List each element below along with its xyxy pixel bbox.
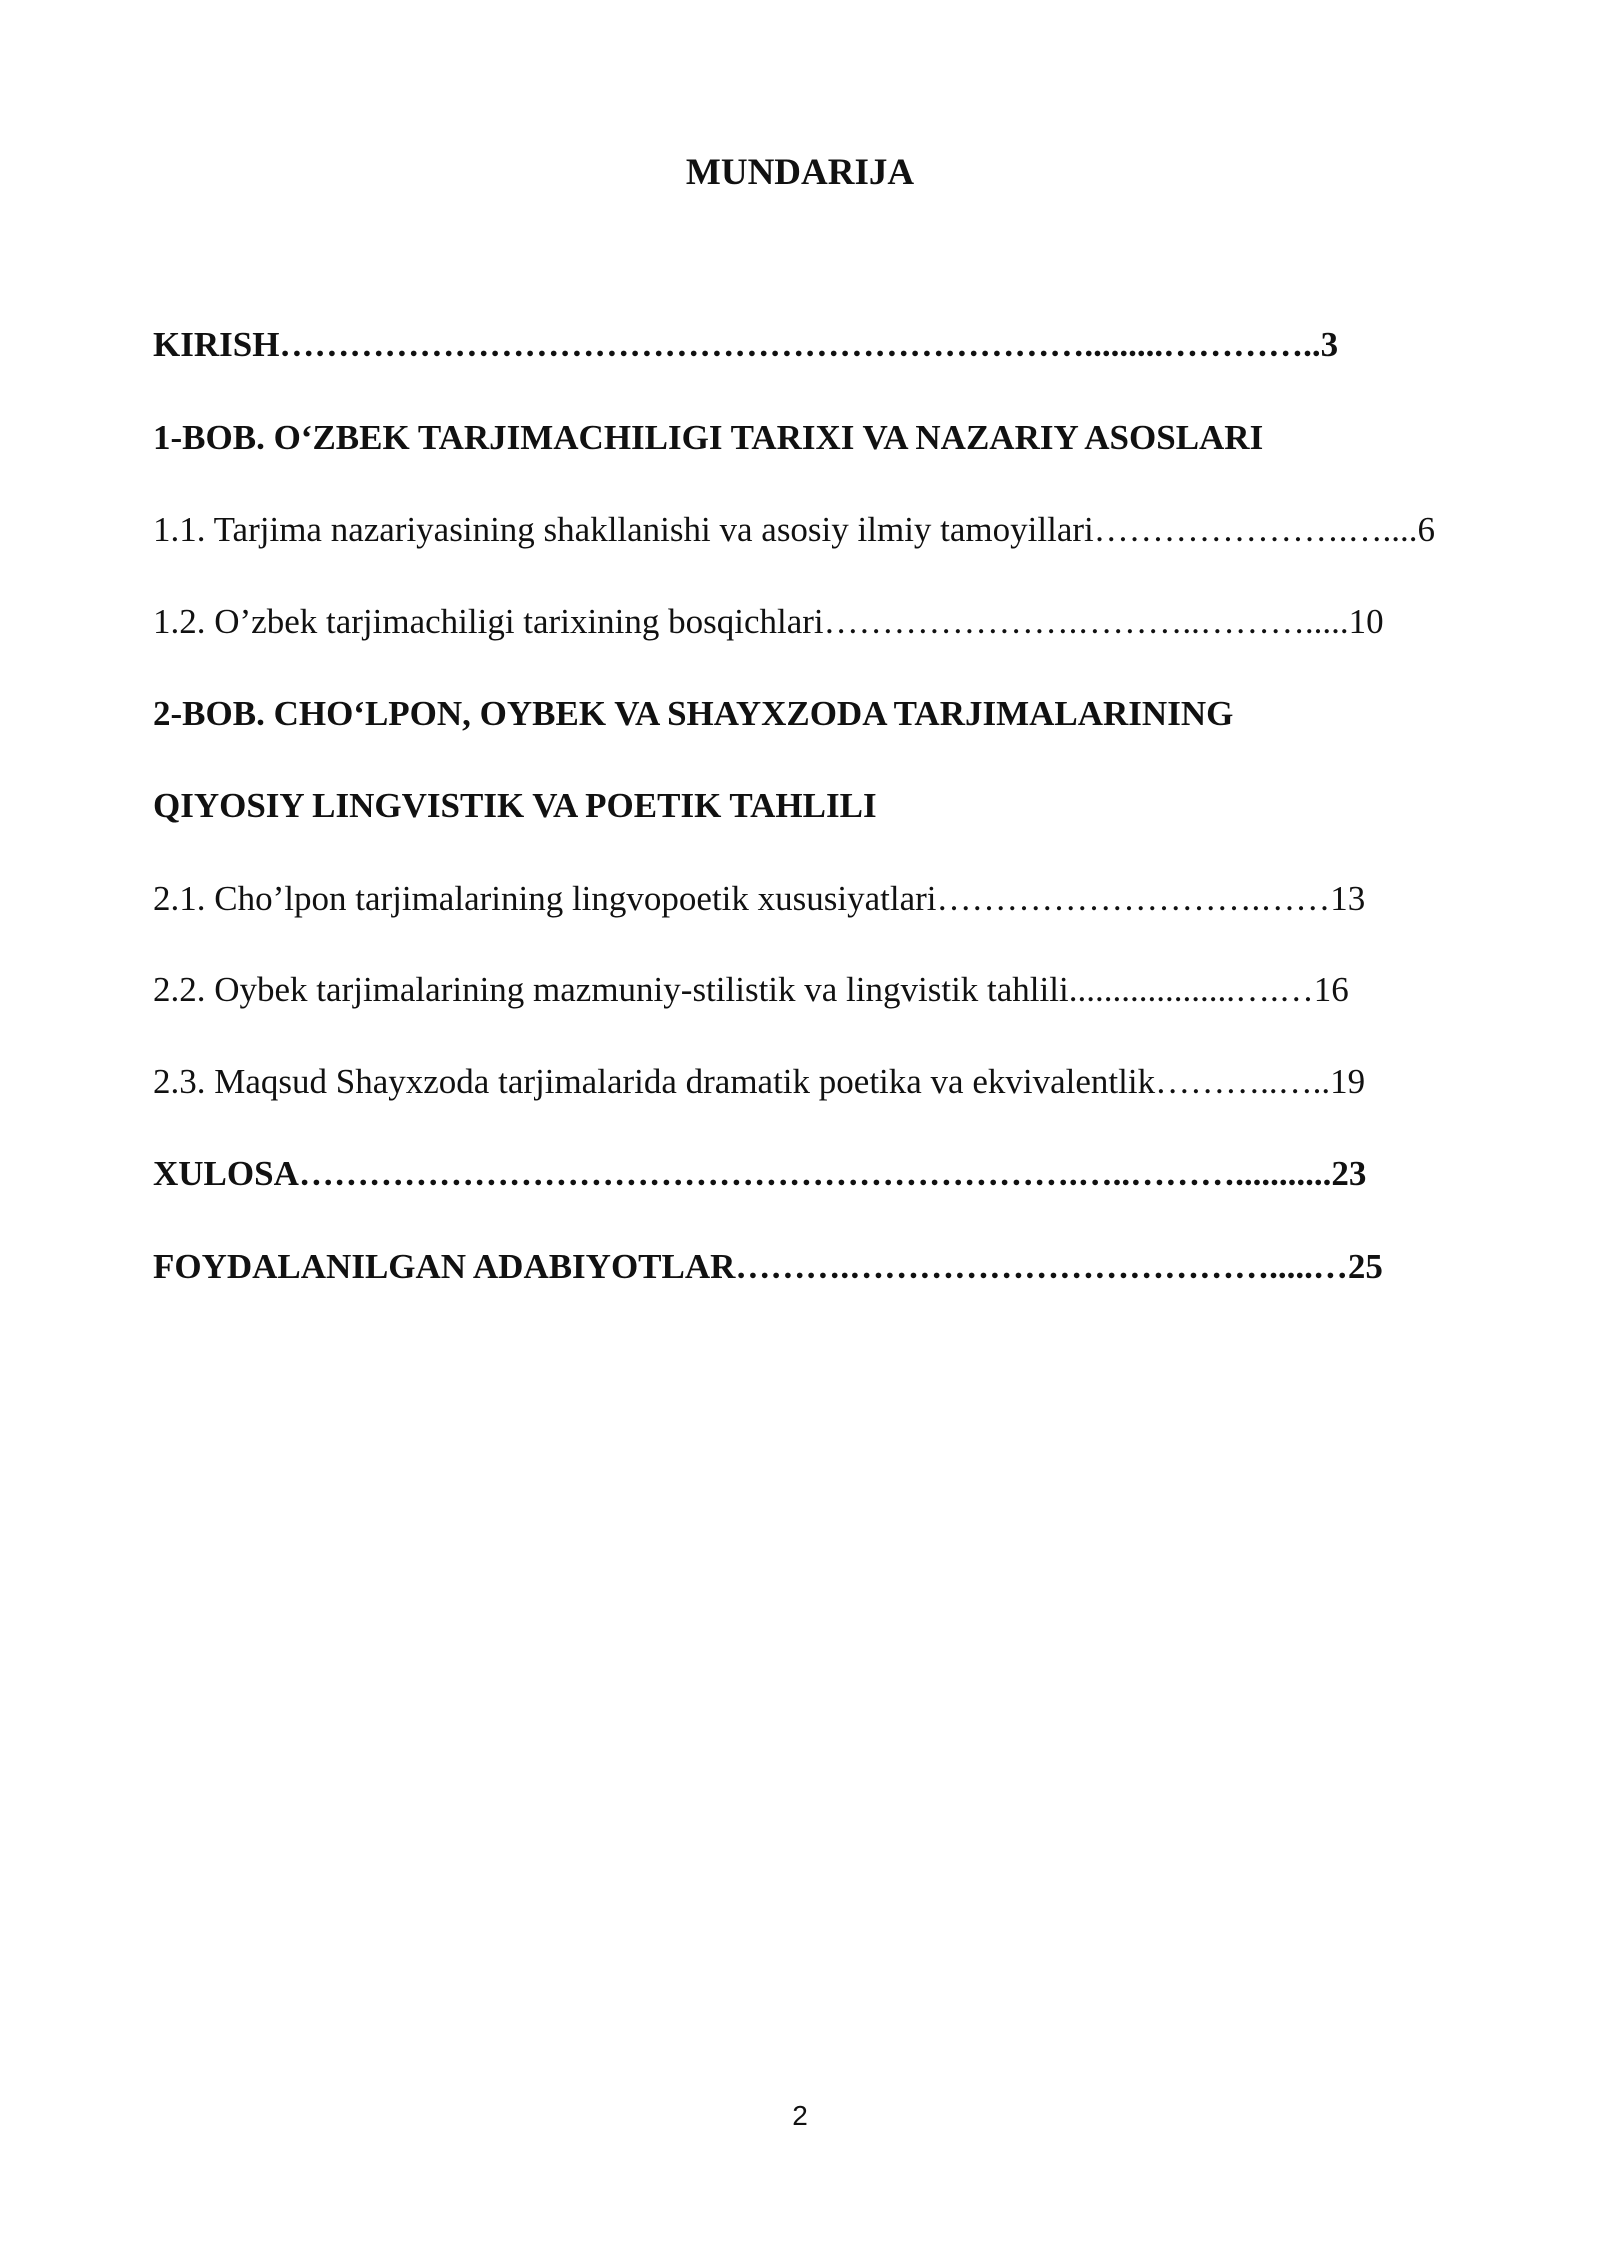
- toc-entry-1-2: 1.2. O’zbek tarjimachiligi tarixining bosqichlari………………….………..……….....10: [153, 602, 1384, 641]
- toc-chapter-2-heading-line-2: QIYOSIY LINGVISTIK VA POETIK TAHLILI: [153, 786, 877, 825]
- toc-chapter-2-heading-line-1: 2-BOB. CHO‘LPON, OYBEK VA SHAYXZODA TARJIMALARINING: [153, 694, 1234, 733]
- toc-entry-xulosa: XULOSA………………………………………………………….…..………...........23: [153, 1154, 1367, 1193]
- toc-entry-1-1: 1.1. Tarjima nazariyasining shakllanishi va asosiy ilmiy tamoyillari………………….…....6: [153, 510, 1435, 549]
- toc-entry-2-3: 2.3. Maqsud Shayxzoda tarjimalarida dramatik poetika va ekvivalentlik………..…..19: [153, 1062, 1366, 1101]
- toc-entry-kirish: KIRISH…………………………………………………………….........…………..3: [153, 325, 1339, 364]
- toc-entry-2-2: 2.2. Oybek tarjimalarining mazmuniy-stilistik va lingvistik tahlili...................….…16: [153, 970, 1349, 1009]
- toc-chapter-1-heading: 1-BOB. O‘ZBEK TARJIMACHILIGI TARIXI VA NAZARIY ASOSLARI: [153, 418, 1264, 457]
- toc-entry-2-1: 2.1. Cho’lpon tarjimalarining lingvopoetik xususiyatlari……………………….……13: [153, 879, 1366, 918]
- toc-entry-adabiyotlar: FOYDALANILGAN ADABIYOTLAR……….……………………………….....…25: [153, 1247, 1383, 1286]
- page-number: 2: [792, 2100, 808, 2131]
- document-title: MUNDARIJA: [685, 152, 915, 193]
